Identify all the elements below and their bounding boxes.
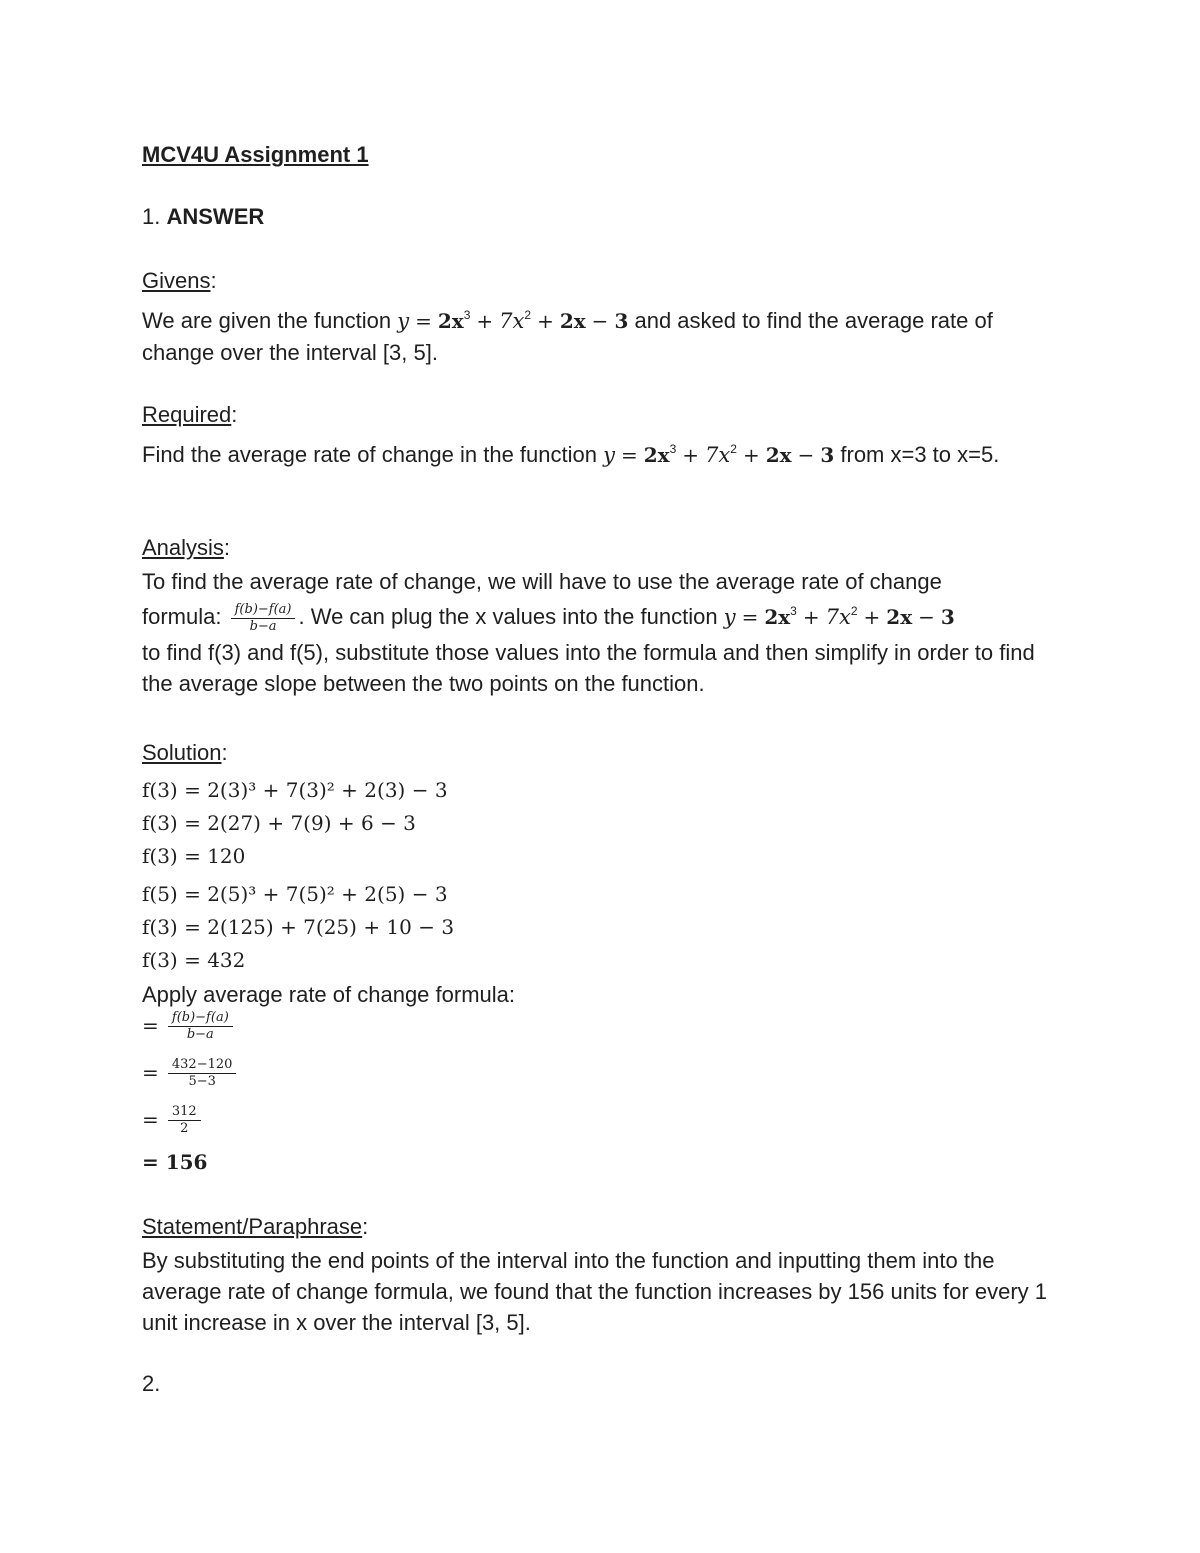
givens-paragraph: We are given the function $y = 2x^3 + 7x^2 + 2x - 3$ and asked to find the average rate of change over the interval [3, 5]. (142, 308, 993, 365)
solution-line: f(3) = 120 (142, 844, 246, 868)
solution-heading: Solution: (142, 740, 228, 765)
analysis-line-1: To find the average rate of change, we will have to use the average rate of change (142, 569, 942, 594)
document-title: MCV4U Assignment 1 (142, 142, 369, 167)
formula-fraction: $\frac{f(b)-f(a)}{b-a}$ (231, 602, 296, 635)
statement-heading: Statement/Paraphrase: (142, 1214, 369, 1239)
analysis-line-3: to find f(3) and f(5), substitute those values into the formula and then simplify in order to find the average slope between the two points on the function. (142, 639, 1035, 696)
final-answer: = 156 (142, 1150, 208, 1174)
solution-line: f(5) = 2(5)³ + 7(5)² + 2(5) − 3 (142, 882, 448, 906)
function-expression: $y = 2x^3 + 7x^2 + 2x - 3$ (397, 308, 629, 333)
statement-paragraph: By substituting the end points of the interval into the function and inputting them into the average rate of change formula, we found that the function increases by 156 units for every 1 unit increase in x over the interval [3, 5]. (142, 1248, 1047, 1335)
function-expression: $y = 2x^3 + 7x^2 + 2x - 3$ (723, 604, 955, 629)
math-y: y (397, 309, 410, 333)
analysis-heading: Analysis: (142, 535, 231, 560)
formula-step-2: = $\frac{432-120}{5-3}$ (142, 1057, 239, 1090)
formula-step-3: = $\frac{312}{2}$ (142, 1104, 204, 1137)
givens-heading: Givens: (142, 268, 217, 293)
formula-step-1: = $\frac{f(b)-f(a)}{b-a}$ (142, 1010, 236, 1043)
required-paragraph: Find the average rate of change in the function $y = 2x^3 + 7x^2 + 2x - 3$ from x=3 to x=5. (142, 442, 1000, 467)
solution-line: f(3) = 2(27) + 7(9) + 6 − 3 (142, 811, 416, 835)
solution-line: f(3) = 432 (142, 948, 246, 972)
math-y: y (603, 443, 615, 467)
math-y: y (723, 605, 736, 629)
answer-label: ANSWER (166, 204, 265, 229)
apply-formula-text: Apply average rate of change formula: (142, 982, 516, 1007)
question-number: 1. (142, 204, 161, 229)
required-heading: Required: (142, 402, 238, 427)
analysis-paragraph: To find the average rate of change, we will have to use the average rate of change formula: $\frac{f(b)-f(a)}{b-a}$ . We can plug the x values into the function $y = 2x^3 + 7x^2 + 2x - 3$ to find f(3) and f(5), substitute those values into the formula and then simplify in order to find the average slope between the two points on the function. (142, 566, 1062, 699)
function-expression: $y = 2x^3 + 7x^2 + 2x - 3$ (603, 442, 835, 467)
solution-line: f(3) = 2(125) + 7(25) + 10 − 3 (142, 915, 455, 939)
solution-line: f(3) = 2(3)³ + 7(3)² + 2(3) − 3 (142, 778, 448, 802)
question-1-header (142, 204, 264, 230)
question-2-number: 2. (142, 1371, 161, 1396)
